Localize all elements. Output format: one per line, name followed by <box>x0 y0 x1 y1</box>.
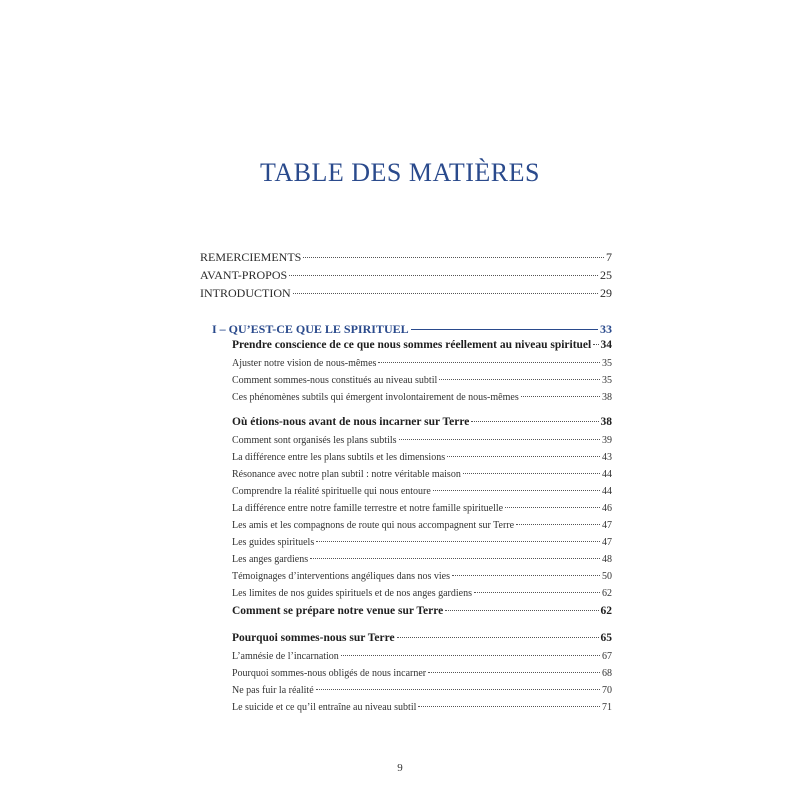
dot-leader <box>399 439 600 440</box>
toc-item[interactable] <box>232 702 612 713</box>
toc-item-label: Ajuster notre vision de nous-mêmes <box>232 358 377 369</box>
toc-entry-label: INTRODUCTION <box>200 286 291 300</box>
toc-item-page: 44 <box>602 486 612 497</box>
toc-entry-page: 7 <box>606 250 612 264</box>
dot-leader <box>452 575 600 576</box>
toc-entry-page: 25 <box>600 268 612 282</box>
toc-section-heading[interactable] <box>212 322 612 337</box>
dot-leader <box>310 558 600 559</box>
toc-item[interactable] <box>232 358 612 369</box>
toc-chapter-label: Comment se prépare notre venue sur Terre <box>232 605 444 617</box>
toc-item-page: 35 <box>602 375 612 386</box>
toc-item-page: 62 <box>602 588 612 599</box>
dot-leader <box>428 672 600 673</box>
toc-section-label: I – QU’EST-CE QUE LE SPIRITUEL <box>212 322 409 336</box>
dot-leader <box>341 655 600 656</box>
toc-item-label: Comment sont organisés les plans subtils <box>232 435 397 446</box>
toc-item-page: 68 <box>602 668 612 679</box>
toc-item[interactable] <box>232 452 612 463</box>
toc-item-label: La différence entre les plans subtils et les dimensions <box>232 452 446 463</box>
toc-item[interactable] <box>232 537 612 548</box>
toc-item-label: Ces phénomènes subtils qui émergent involontairement de nous-mêmes <box>232 392 519 403</box>
toc-item-page: 39 <box>602 435 612 446</box>
dot-leader <box>593 344 598 345</box>
toc-entry-introduction[interactable] <box>200 286 612 301</box>
toc-chapter-page: 38 <box>600 416 612 428</box>
toc-entry-avant-propos[interactable] <box>200 268 612 283</box>
toc-entry-remerciements[interactable] <box>200 250 612 265</box>
toc-chapter[interactable] <box>232 605 612 617</box>
toc-item-page: 44 <box>602 469 612 480</box>
toc-chapter[interactable] <box>232 416 612 428</box>
toc-item-label: Le suicide et ce qu’il entraîne au niveau subtil <box>232 702 417 713</box>
toc-item[interactable] <box>232 486 612 497</box>
toc-item[interactable] <box>232 435 612 446</box>
toc-item-label: L’amnésie de l’incarnation <box>232 651 339 662</box>
toc-item[interactable] <box>232 651 612 662</box>
page-number: 9 <box>397 762 403 774</box>
toc-item-page: 43 <box>602 452 612 463</box>
toc-chapter-page: 65 <box>600 632 612 644</box>
toc-item-page: 50 <box>602 571 612 582</box>
dot-leader <box>447 456 600 457</box>
dot-leader <box>316 541 600 542</box>
toc-entry-label: AVANT-PROPOS <box>200 268 288 282</box>
toc-chapter-label: Pourquoi sommes-nous sur Terre <box>232 632 395 644</box>
dot-leader <box>378 362 600 363</box>
toc-item-label: Comment sommes-nous constitués au niveau subtil <box>232 375 438 386</box>
dot-leader <box>293 293 598 294</box>
dot-leader <box>397 637 599 638</box>
toc-item-page: 47 <box>602 537 612 548</box>
dot-leader <box>418 706 600 707</box>
toc-item-page: 67 <box>602 651 612 662</box>
toc-chapter-page: 62 <box>600 605 612 617</box>
dot-leader <box>463 473 600 474</box>
section-rule <box>411 329 598 330</box>
toc-item-label: Résonance avec notre plan subtil : notre véritable maison <box>232 469 461 480</box>
toc-chapter-page: 34 <box>600 339 612 351</box>
toc-item[interactable] <box>232 375 612 386</box>
dot-leader <box>303 257 604 258</box>
toc-section-page: 33 <box>600 322 612 336</box>
toc-item[interactable] <box>232 668 612 679</box>
toc-item-page: 46 <box>602 503 612 514</box>
toc-chapter[interactable] <box>232 339 612 351</box>
page-title: TABLE DES MATIÈRES <box>260 158 540 187</box>
dot-leader <box>471 421 598 422</box>
toc-item-label: Les guides spirituels <box>232 537 315 548</box>
toc-item-page: 48 <box>602 554 612 565</box>
toc-item[interactable] <box>232 588 612 599</box>
dot-leader <box>439 379 600 380</box>
toc-item-label: Pourquoi sommes-nous obligés de nous incarner <box>232 668 427 679</box>
dot-leader <box>445 610 598 611</box>
toc-item[interactable] <box>232 520 612 531</box>
toc-item-page: 71 <box>602 702 612 713</box>
toc-item-label: Comprendre la réalité spirituelle qui nous entoure <box>232 486 431 497</box>
toc-item-page: 35 <box>602 358 612 369</box>
toc-item[interactable] <box>232 469 612 480</box>
toc-item[interactable] <box>232 571 612 582</box>
toc-item-label: Ne pas fuir la réalité <box>232 685 314 696</box>
dot-leader <box>474 592 600 593</box>
toc-item-page: 70 <box>602 685 612 696</box>
toc-entry-label: REMERCIEMENTS <box>200 250 302 264</box>
toc-item-label: Les anges gardiens <box>232 554 309 565</box>
dot-leader <box>505 507 600 508</box>
dot-leader <box>316 689 600 690</box>
toc-item-label: Témoignages d’interventions angéliques dans nos vies <box>232 571 451 582</box>
toc-item[interactable] <box>232 392 612 403</box>
toc-item-label: Les limites de nos guides spirituels et de nos anges gardiens <box>232 588 472 599</box>
toc-chapter-label: Prendre conscience de ce que nous sommes réellement au niveau spirituel <box>232 339 592 351</box>
toc-entry-page: 29 <box>600 286 612 300</box>
toc-chapter[interactable] <box>232 632 612 644</box>
toc-item-label: La différence entre notre famille terrestre et notre famille spirituelle <box>232 503 504 514</box>
toc-item-label: Les amis et les compagnons de route qui nous accompagnent sur Terre <box>232 520 515 531</box>
toc-item-page: 47 <box>602 520 612 531</box>
dot-leader <box>289 275 598 276</box>
toc-chapter-label: Où étions-nous avant de nous incarner sur Terre <box>232 416 470 428</box>
toc-item[interactable] <box>232 503 612 514</box>
dot-leader <box>433 490 600 491</box>
toc-item-page: 38 <box>602 392 612 403</box>
toc-item[interactable] <box>232 554 612 565</box>
toc-item[interactable] <box>232 685 612 696</box>
dot-leader <box>516 524 600 525</box>
dot-leader <box>521 396 600 397</box>
